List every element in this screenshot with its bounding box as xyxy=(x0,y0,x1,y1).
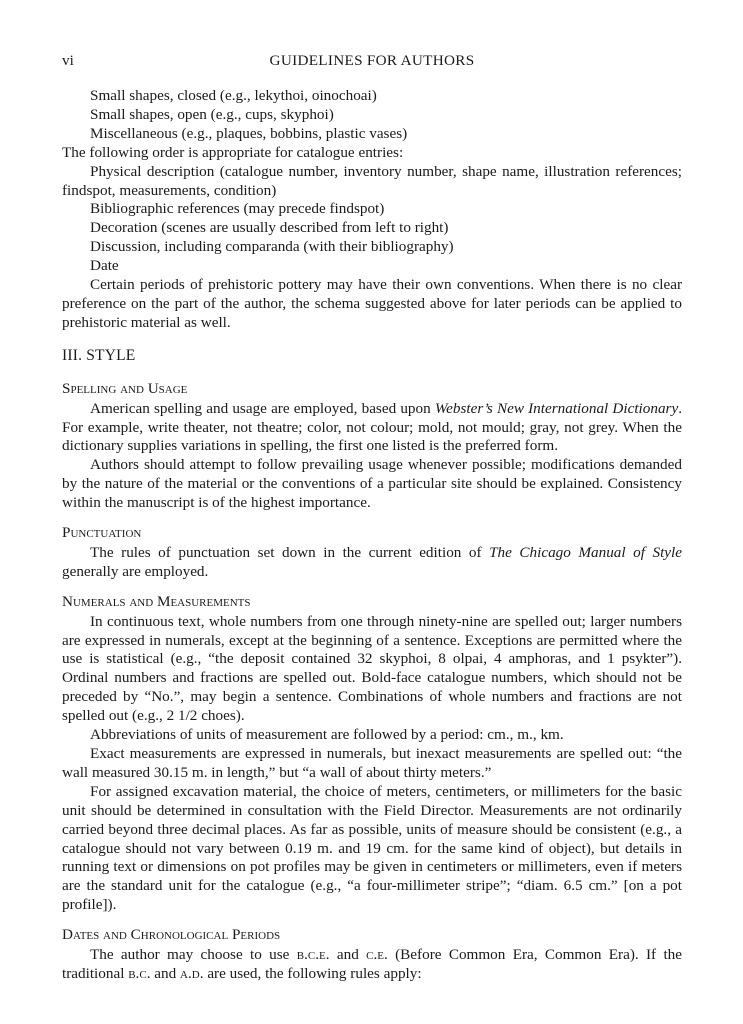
list-item: Small shapes, closed (e.g., lekythoi, oinochoai) xyxy=(90,87,377,104)
page-number: vi xyxy=(62,52,74,69)
text-run: (Before Common Era, Common Era). If the traditional xyxy=(62,946,682,982)
prehistoric-paragraph: Certain periods of prehistoric pottery may have their own conventions. When there is no clear preference on the part of the author, the schema suggested above for later periods can be applied to prehistoric material as well. xyxy=(62,276,682,331)
text-run: are used, the following rules apply: xyxy=(203,964,422,982)
spelling-paragraph-2: Authors should attempt to follow prevailing usage whenever possible; modifications demanded by the nature of the material or the conventions of a particular site should be explained. Consistency within the manuscript is of the highest importance. xyxy=(62,456,682,512)
text-run: and xyxy=(329,946,367,964)
list-item: Miscellaneous (e.g., plaques, bobbins, plastic vases) xyxy=(90,124,408,142)
numerals-paragraph-4: For assigned excavation material, the choice of meters, centimeters, or millimeters for the basic unit should be determined in consultation with the Field Director. Measurements are not ordinarily carried beyond three decimal places. As far as possible, units of measure should be consistent (e.g., a catalogue should not vary between 0.19 m. and 19 cm. for the same kind of object), but details in running text or dimensions on pot profiles may be given in centimeters or millimeters, even if meters are the standard unit for the catalogue (e.g., “a four-millimeter stripe”; “diam. 6.5 cm.” [on a pot profile]). xyxy=(62,782,682,914)
era-abbreviation: b.c. xyxy=(128,964,151,982)
text-run: . For example, write theater, not theatre; color, not colour; mold, not mould; gray, not grey. When the dictionary supplies variations in spelling, the first one listed is the preferred form. xyxy=(62,399,682,455)
shape-list xyxy=(62,87,682,144)
dictionary-title: Webster’s New International Dictionary xyxy=(434,399,679,417)
list-item: Discussion, including comparanda (with their bibliography) xyxy=(90,238,454,256)
punctuation-paragraph xyxy=(62,544,682,582)
order-intro: The following order is appropriate for catalogue entries: xyxy=(62,143,404,161)
numerals-paragraph-3: Exact measurements are expressed in numerals, but inexact measurements are spelled out: “the wall measured 30.15 m. in length,” but “a wall of about thirty meters.” xyxy=(62,745,682,781)
page-body xyxy=(62,87,682,984)
dates-paragraph xyxy=(62,946,682,984)
dates-heading: Dates and Chronological Periods xyxy=(62,926,281,944)
era-abbreviation: b.c.e. xyxy=(296,946,330,964)
era-abbreviation: a.d. xyxy=(180,964,204,982)
running-head: GUIDELINES FOR AUTHORS xyxy=(269,52,475,69)
manual-title: The Chicago Manual of Style xyxy=(489,543,682,561)
punctuation-heading: Punctuation xyxy=(62,524,142,542)
era-abbreviation: c.e. xyxy=(366,946,388,964)
spelling-heading: Spelling and Usage xyxy=(62,379,188,397)
text-run: and xyxy=(150,964,181,982)
numerals-paragraph-2: Abbreviations of units of measurement are followed by a period: cm., m., km. xyxy=(90,726,564,744)
section-title: III. STYLE xyxy=(62,346,136,364)
spelling-paragraph-1 xyxy=(62,400,682,457)
list-item: Decoration (scenes are usually described from left to right) xyxy=(90,219,449,237)
text-run: generally are employed. xyxy=(62,562,209,580)
page-header xyxy=(62,52,682,72)
numerals-heading: Numerals and Measurements xyxy=(62,592,251,610)
text-run: American spelling and usage are employed, based upon xyxy=(90,399,435,417)
list-item: Bibliographic references (may precede findspot) xyxy=(90,200,385,218)
list-item: Date xyxy=(90,257,119,275)
text-run: The rules of punctuation set down in the current edition of xyxy=(90,543,490,561)
order-list xyxy=(62,200,682,276)
numerals-paragraph-1: In continuous text, whole numbers from one through ninety-nine are spelled out; larger numbers are expressed in numerals, except at the beginning of a sentence. Exceptions are permitted where the use is statistical (e.g., “the deposit contained 32 skyphoi, 8 olpai, 4 amphoras, and 1 psykter”). Ordinal numbers and fractions are spelled out. Bold-face catalogue numbers, which should not be preceded by “No.”, may begin a sentence. Combinations of whole numbers and fractions are not spelled out (e.g., 2 1/2 choes). xyxy=(62,612,682,725)
list-item: Small shapes, open (e.g., cups, skyphoi) xyxy=(90,105,334,123)
text-run: The author may choose to use xyxy=(90,946,297,964)
physical-description-item: Physical description (catalogue number, inventory number, shape name, illustration references; findspot, measurements, condition) xyxy=(62,162,682,199)
